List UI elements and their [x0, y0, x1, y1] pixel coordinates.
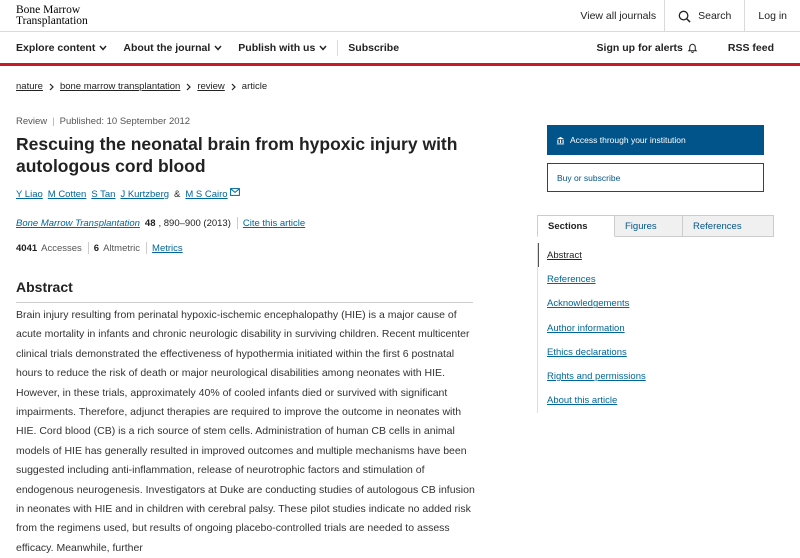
log-in-link[interactable]: [744, 0, 800, 32]
breadcrumb-nature[interactable]: nature: [16, 81, 43, 92]
author-ampersand: &: [174, 189, 181, 200]
tab-figures[interactable]: [615, 215, 683, 237]
rss-feed-label: RSS feed: [727, 41, 774, 54]
access-institution-label: Access through your institution: [570, 135, 686, 145]
top-links: [567, 0, 800, 32]
tab-references[interactable]: [683, 215, 774, 237]
main-nav: [0, 32, 800, 66]
sections-rail: [537, 243, 538, 413]
bell-icon: [687, 42, 698, 53]
tab-figures-label: Figures: [625, 220, 657, 232]
published-date: Published: 10 September 2012: [59, 116, 191, 127]
article-type: Review: [16, 116, 48, 127]
search-button[interactable]: [664, 0, 744, 32]
nav-subscribe[interactable]: [348, 42, 399, 54]
section-link-acknowledgements[interactable]: Acknowledgements: [547, 298, 630, 310]
tab-sections[interactable]: [537, 215, 615, 237]
section-link-references[interactable]: References: [547, 273, 596, 285]
article-metrics: [16, 242, 183, 254]
chevron-down-icon: [99, 45, 107, 51]
nav-subscribe-label: Subscribe: [348, 41, 400, 54]
author-link[interactable]: M S Cairo: [185, 189, 228, 200]
sign-up-alerts-label: Sign up for alerts: [596, 41, 683, 54]
sign-up-alerts-button[interactable]: [597, 42, 698, 54]
metrics-divider: [146, 242, 147, 254]
volume-number: 48: [144, 217, 156, 229]
nav-divider: [337, 40, 338, 56]
altmetric-label: Altmetric: [103, 242, 141, 254]
altmetric-count: 6: [93, 242, 100, 254]
journal-logo[interactable]: [16, 5, 88, 27]
sidebar-tabs: [537, 215, 774, 237]
buy-subscribe-button[interactable]: [547, 163, 764, 192]
chevron-down-icon: [214, 45, 222, 51]
nav-about-journal[interactable]: [123, 42, 222, 54]
accesses-count: 4041: [16, 242, 38, 254]
author-list: [16, 189, 240, 200]
abstract-text: Brain injury resulting from perinatal hypoxic-ischemic encephalopathy (HIE) is a major cause of acute mortality in infants and chronic neurologic disability in surviving children. Recent multicenter clinical trials demonstrated the effectiveness of hypothermia initiated within the first 6 postnatal hours to reduce the risk of death or major neurological disabilities among neonates with HIE. However, in these trials, approximately 40% of cooled infants died or survived with significant impairments. Therefore, adjunct therapies are required to improve the outcome in neonates with HIE. Cord blood (CB) is a rich source of stem cells. Administration of human CB cells in animal models of HIE has generally resulted in improved outcomes and multiple mechanisms have been suggested including anti-inflammation, release of neurotrophic factors and stimulation of endogenous neurogenesis. Investigators at Duke are conducting studies of autologous CB infusion in neonates with HIE and in children with cerebral palsy. These pilot studies indicate no added risk from the regimens used, but results of ongoing placebo-controlled trials are needed to assess efficacy. Meanwhile, further: [16, 309, 475, 554]
cite-article-link[interactable]: Cite this article: [242, 217, 306, 229]
rss-feed-link[interactable]: [728, 42, 774, 54]
view-all-journals-link[interactable]: [567, 0, 664, 32]
author-link[interactable]: Y Liao: [16, 189, 43, 200]
section-link-abstract[interactable]: Abstract: [537, 243, 774, 267]
chevron-right-icon: [231, 83, 236, 91]
author-link[interactable]: M Cotten: [47, 189, 87, 200]
nav-publish-with-us[interactable]: [238, 42, 327, 54]
breadcrumb: [16, 81, 267, 92]
chevron-right-icon: [186, 83, 191, 91]
citation-line: [16, 217, 305, 229]
top-bar: [0, 0, 800, 32]
article-meta: [16, 116, 190, 127]
section-link-rights[interactable]: Rights and permissions: [547, 371, 646, 383]
nav-publish-with-us-label: Publish with us: [238, 41, 316, 54]
author-link[interactable]: J Kurtzberg: [120, 189, 170, 200]
tab-sections-label: Sections: [548, 220, 588, 232]
accesses-label: Accesses: [41, 242, 82, 254]
section-link-author-information[interactable]: Author information: [547, 322, 625, 334]
view-all-journals-label: View all journals: [580, 10, 657, 22]
email-icon[interactable]: [230, 188, 240, 196]
sections-list: [537, 243, 774, 413]
breadcrumb-article: article: [241, 81, 268, 92]
metrics-divider: [88, 242, 89, 254]
author-link[interactable]: S Tan: [91, 189, 116, 200]
citation-divider: [237, 217, 238, 229]
log-in-label: Log in: [758, 10, 787, 22]
journal-link[interactable]: Bone Marrow Transplantation: [16, 217, 140, 229]
tab-references-label: References: [693, 220, 742, 232]
abstract-heading: Abstract: [16, 279, 473, 303]
chevron-down-icon: [319, 45, 327, 51]
metrics-link[interactable]: Metrics: [152, 242, 183, 254]
access-institution-button[interactable]: [547, 125, 764, 155]
buy-subscribe-label: Buy or subscribe: [557, 172, 621, 183]
logo-line-1: Bone Marrow: [16, 4, 81, 16]
breadcrumb-journal[interactable]: bone marrow transplantation: [59, 81, 181, 92]
page-range: , 890–900 (2013): [158, 217, 231, 229]
nav-about-journal-label: About the journal: [123, 41, 211, 54]
meta-divider: |: [52, 116, 55, 127]
nav-explore-content-label: Explore content: [16, 41, 96, 54]
search-icon: [678, 10, 691, 23]
chevron-right-icon: [49, 83, 54, 91]
section-link-ethics[interactable]: Ethics declarations: [547, 346, 627, 358]
institution-icon: [556, 136, 565, 145]
nav-explore-content[interactable]: [16, 42, 107, 54]
article-title: Rescuing the neonatal brain from hypoxic injury with autologous cord blood: [16, 134, 458, 176]
search-label: Search: [698, 10, 732, 22]
section-link-about-article[interactable]: About this article: [547, 395, 618, 407]
breadcrumb-review[interactable]: review: [197, 81, 225, 92]
logo-line-2: Transplantation: [16, 15, 88, 27]
